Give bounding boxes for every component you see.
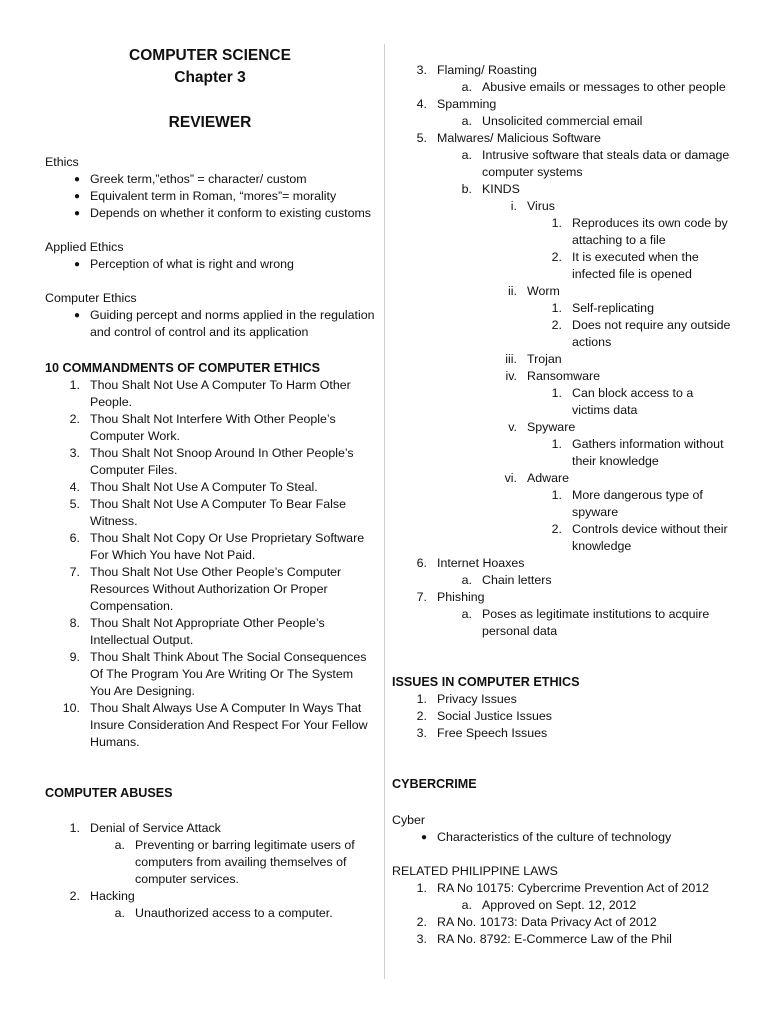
list-item-text: Abusive emails or messages to other people bbox=[482, 80, 726, 94]
abuses-continued-list bbox=[392, 62, 732, 198]
bullet-icon: ● bbox=[73, 174, 80, 185]
list-marker: i. bbox=[510, 199, 517, 213]
abuses-tail-list bbox=[392, 555, 732, 640]
list-item bbox=[392, 829, 732, 846]
list-item-text: Thou Shalt Not Appropriate Other People’s Intellectual Output. bbox=[90, 616, 325, 647]
list-item bbox=[392, 931, 732, 948]
list-item bbox=[45, 649, 375, 700]
list-item-text: Thou Shalt Always Use A Computer In Ways That Insure Consideration And Respect For Your Fellow Humans. bbox=[90, 701, 368, 749]
list-marker: a. bbox=[114, 906, 125, 920]
title-line-3: REVIEWER bbox=[168, 114, 252, 131]
list-item-text: Reproduces its own code by attaching to a file bbox=[572, 216, 728, 247]
list-item-text: Self-replicating bbox=[572, 301, 654, 315]
list-item-text: Intrusive software that steals data or damage computer systems bbox=[482, 148, 730, 179]
list-item-text: Adware bbox=[527, 471, 570, 485]
list-marker: 1. bbox=[551, 488, 562, 502]
issues-section bbox=[392, 674, 732, 742]
list-marker: a. bbox=[461, 148, 472, 162]
list-item-text: Unsolicited commercial email bbox=[482, 114, 643, 128]
list-item bbox=[392, 589, 732, 640]
cyber-bullets bbox=[392, 829, 732, 846]
list-item bbox=[45, 564, 375, 615]
list-marker: 1. bbox=[551, 301, 562, 315]
cyber-label: Cyber bbox=[392, 813, 426, 827]
list-item bbox=[482, 283, 732, 351]
list-item bbox=[45, 820, 375, 888]
sub-list-item bbox=[527, 487, 732, 521]
bullet-icon: ● bbox=[420, 832, 427, 843]
sub-list-item bbox=[527, 317, 732, 351]
list-marker: a. bbox=[461, 80, 472, 94]
list-item bbox=[392, 555, 732, 589]
list-item-text: Equivalent term in Roman, “mores”= morality bbox=[90, 189, 337, 203]
ethics-label: Ethics bbox=[45, 155, 79, 169]
list-item-text: Thou Shalt Not Use A Computer To Steal. bbox=[90, 480, 318, 494]
related-laws-label: RELATED PHILIPPINE LAWS bbox=[392, 864, 558, 878]
list-item-text: Social Justice Issues bbox=[437, 709, 553, 723]
list-item bbox=[45, 445, 375, 479]
list-item bbox=[392, 708, 732, 725]
list-item-text: Thou Shalt Not Copy Or Use Proprietary Software For Which You have Not Paid. bbox=[90, 531, 365, 562]
related-laws-list bbox=[392, 880, 732, 948]
applied-ethics-section bbox=[45, 239, 375, 273]
list-item-text: Gathers information without their knowledge bbox=[572, 437, 724, 468]
list-item-text: Poses as legitimate institutions to acquire personal data bbox=[482, 607, 710, 638]
list-marker: a. bbox=[114, 838, 125, 852]
title-line-2: Chapter 3 bbox=[174, 69, 246, 86]
list-marker: v. bbox=[508, 420, 517, 434]
sub-list-item bbox=[90, 905, 375, 922]
list-item-text: Controls device without their knowledge bbox=[572, 522, 728, 553]
list-item-text: Virus bbox=[527, 199, 556, 213]
list-item bbox=[45, 700, 375, 751]
list-item-text: Perception of what is right and wrong bbox=[90, 257, 294, 271]
list-item bbox=[482, 351, 732, 368]
list-item bbox=[45, 888, 375, 922]
commandments-list bbox=[45, 377, 375, 751]
list-marker: 5. bbox=[416, 131, 427, 145]
list-item-text: Internet Hoaxes bbox=[437, 556, 525, 570]
issues-list bbox=[392, 691, 732, 742]
list-item bbox=[392, 96, 732, 130]
computer-abuses-section bbox=[45, 785, 375, 922]
list-item-text: Thou Shalt Not Snoop Around In Other People’s Computer Files. bbox=[90, 446, 354, 477]
sub-list-item bbox=[437, 606, 732, 640]
list-item-text: RA No 10175: Cybercrime Prevention Act of 2012 bbox=[437, 881, 710, 895]
list-item bbox=[392, 130, 732, 198]
list-marker: a. bbox=[461, 114, 472, 128]
list-marker: 2. bbox=[551, 250, 562, 264]
list-item bbox=[45, 496, 375, 530]
list-marker: 5. bbox=[69, 497, 80, 511]
list-item-text: Depends on whether it conform to existing customs bbox=[90, 206, 371, 220]
sub-list-item bbox=[527, 249, 732, 283]
commandments-heading: 10 COMMANDMENTS OF COMPUTER ETHICS bbox=[45, 361, 320, 375]
list-item bbox=[392, 880, 732, 914]
list-item bbox=[45, 171, 375, 188]
list-marker: 3. bbox=[69, 446, 80, 460]
list-marker: 1. bbox=[551, 386, 562, 400]
list-item bbox=[392, 914, 732, 931]
list-marker: 2. bbox=[69, 889, 80, 903]
computer-abuses-heading: COMPUTER ABUSES bbox=[45, 786, 173, 800]
sub-list-item bbox=[527, 385, 732, 419]
sub-list-item bbox=[437, 79, 732, 96]
list-item bbox=[45, 188, 375, 205]
list-marker: 7. bbox=[416, 590, 427, 604]
sub-list-item bbox=[437, 897, 732, 914]
list-item-text: Guiding percept and norms applied in the regulation and control of control and its application bbox=[90, 308, 375, 339]
list-item-text: Spamming bbox=[437, 97, 497, 111]
list-item-text: Free Speech Issues bbox=[437, 726, 548, 740]
computer-abuses-list bbox=[45, 820, 375, 922]
cybercrime-section bbox=[392, 776, 732, 948]
list-item-text: Characteristics of the culture of technology bbox=[437, 830, 672, 844]
list-item-text: KINDS bbox=[482, 182, 520, 196]
list-marker: iv. bbox=[505, 369, 517, 383]
list-marker: 2. bbox=[416, 709, 427, 723]
list-item-text: RA No. 8792: E-Commerce Law of the Phil bbox=[437, 932, 672, 946]
list-marker: 6. bbox=[416, 556, 427, 570]
list-marker: 4. bbox=[416, 97, 427, 111]
sub-list-item bbox=[437, 147, 732, 181]
issues-heading: ISSUES IN COMPUTER ETHICS bbox=[392, 675, 580, 689]
bullet-icon: ● bbox=[73, 259, 80, 270]
list-item-text: Malwares/ Malicious Software bbox=[437, 131, 601, 145]
list-item-text: Thou Shalt Not Use A Computer To Bear False Witness. bbox=[90, 497, 346, 528]
list-item-text: Hacking bbox=[90, 889, 135, 903]
list-item bbox=[392, 725, 732, 742]
list-item bbox=[392, 691, 732, 708]
list-marker: 3. bbox=[416, 932, 427, 946]
list-marker: 1. bbox=[551, 437, 562, 451]
left-column bbox=[45, 0, 375, 922]
sub-list-item bbox=[437, 113, 732, 130]
sub-list-item bbox=[527, 521, 732, 555]
list-item-text: More dangerous type of spyware bbox=[572, 488, 703, 519]
commandments-section bbox=[45, 360, 375, 751]
ethics-section bbox=[45, 154, 375, 222]
list-marker: 1. bbox=[69, 378, 80, 392]
list-item-text: Denial of Service Attack bbox=[90, 821, 221, 835]
list-item bbox=[45, 307, 375, 341]
list-marker: 10. bbox=[62, 701, 80, 715]
list-item-text: Thou Shalt Think About The Social Consequences Of The Program You Are Writing Or The System You Are Designing. bbox=[90, 650, 367, 698]
list-item-text: Approved on Sept. 12, 2012 bbox=[482, 898, 637, 912]
list-marker: 1. bbox=[416, 692, 427, 706]
list-item bbox=[482, 368, 732, 419]
list-item-text: It is executed when the infected file is opened bbox=[572, 250, 699, 281]
bullet-icon: ● bbox=[73, 310, 80, 321]
sub-list-item bbox=[437, 572, 732, 589]
list-item bbox=[482, 470, 732, 555]
list-item bbox=[482, 198, 732, 283]
list-marker: 9. bbox=[69, 650, 80, 664]
list-marker: a. bbox=[461, 607, 472, 621]
list-item-text: Thou Shalt Not Use Other People’s Computer Resources Without Authorization Or Proper Compensation. bbox=[90, 565, 342, 613]
applied-ethics-bullets bbox=[45, 256, 375, 273]
list-item-text: Thou Shalt Not Use A Computer To Harm Other People. bbox=[90, 378, 351, 409]
list-item-text: Can block access to a victims data bbox=[572, 386, 694, 417]
list-marker: 6. bbox=[69, 531, 80, 545]
list-item-text: Chain letters bbox=[482, 573, 552, 587]
list-item-text: Phishing bbox=[437, 590, 485, 604]
list-marker: 2. bbox=[69, 412, 80, 426]
list-item-text: Privacy Issues bbox=[437, 692, 517, 706]
list-item bbox=[45, 377, 375, 411]
column-divider bbox=[384, 44, 385, 979]
list-marker: 1. bbox=[551, 216, 562, 230]
document-title bbox=[45, 45, 375, 134]
sub-list-item bbox=[527, 300, 732, 317]
list-item bbox=[45, 411, 375, 445]
list-marker: 2. bbox=[551, 318, 562, 332]
list-marker: 2. bbox=[416, 915, 427, 929]
list-marker: iii. bbox=[505, 352, 517, 366]
title-line-1: COMPUTER SCIENCE bbox=[129, 47, 291, 64]
list-item-text: RA No. 10173: Data Privacy Act of 2012 bbox=[437, 915, 657, 929]
ethics-bullets bbox=[45, 171, 375, 222]
list-marker: vi. bbox=[504, 471, 517, 485]
list-item-text: Thou Shalt Not Interfere With Other People’s Computer Work. bbox=[90, 412, 336, 443]
list-marker: 1. bbox=[69, 821, 80, 835]
bullet-icon: ● bbox=[73, 191, 80, 202]
list-item-text: Worm bbox=[527, 284, 560, 298]
sub-list-item bbox=[527, 436, 732, 470]
right-column bbox=[392, 0, 732, 948]
list-item bbox=[482, 419, 732, 470]
list-item bbox=[45, 479, 375, 496]
malware-kinds-list bbox=[482, 198, 732, 555]
list-item bbox=[392, 62, 732, 96]
list-item-text: Ransomware bbox=[527, 369, 600, 383]
sub-list-item bbox=[437, 181, 732, 198]
computer-ethics-bullets bbox=[45, 307, 375, 341]
list-item-text: Spyware bbox=[527, 420, 576, 434]
list-item bbox=[45, 256, 375, 273]
list-marker: 2. bbox=[551, 522, 562, 536]
cybercrime-heading: CYBERCRIME bbox=[392, 777, 477, 791]
list-marker: ii. bbox=[508, 284, 517, 298]
list-item-text: Flaming/ Roasting bbox=[437, 63, 537, 77]
list-item-text: Unauthorized access to a computer. bbox=[135, 906, 333, 920]
list-item-text: Does not require any outside actions bbox=[572, 318, 731, 349]
applied-ethics-label: Applied Ethics bbox=[45, 240, 124, 254]
list-marker: 4. bbox=[69, 480, 80, 494]
sub-list-item bbox=[90, 837, 375, 888]
list-marker: 1. bbox=[416, 881, 427, 895]
list-marker: 8. bbox=[69, 616, 80, 630]
list-marker: 7. bbox=[69, 565, 80, 579]
list-item-text: Trojan bbox=[527, 352, 562, 366]
list-marker: b. bbox=[461, 182, 472, 196]
bullet-icon: ● bbox=[73, 208, 80, 219]
sub-list-item bbox=[527, 215, 732, 249]
list-marker: a. bbox=[461, 573, 472, 587]
list-marker: a. bbox=[461, 898, 472, 912]
list-item-text: Greek term,”ethos” = character/ custom bbox=[90, 172, 307, 186]
list-marker: 3. bbox=[416, 63, 427, 77]
list-item-text: Preventing or barring legitimate users of computers from availing themselves of computer services. bbox=[135, 838, 355, 886]
computer-ethics-section bbox=[45, 290, 375, 341]
list-item bbox=[45, 615, 375, 649]
list-item bbox=[45, 205, 375, 222]
computer-ethics-label: Computer Ethics bbox=[45, 291, 137, 305]
list-marker: 3. bbox=[416, 726, 427, 740]
list-item bbox=[45, 530, 375, 564]
